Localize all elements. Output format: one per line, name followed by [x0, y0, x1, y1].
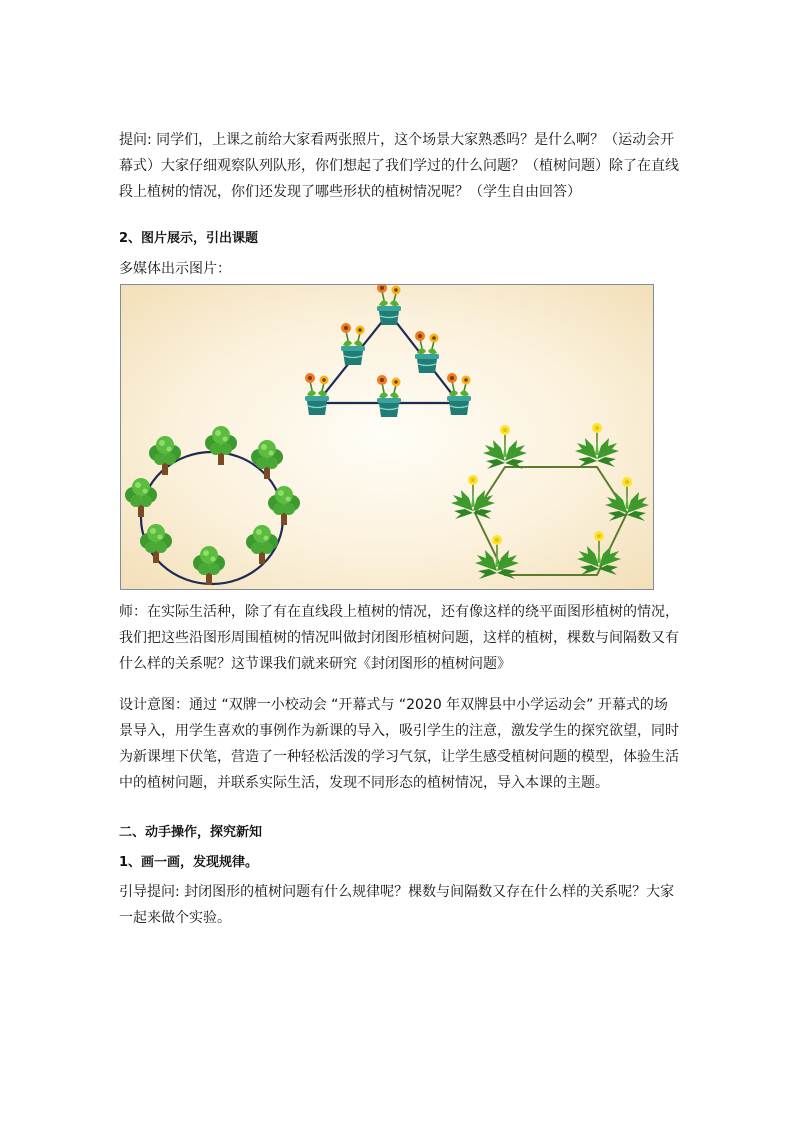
teacher-line: 我们把这些沿图形周围植树的情况叫做封闭图形植树问题，这样的植树，棵数与间隔数又有 [119, 630, 679, 646]
subsection-1-heading: 1、画一画，发现规律。 [119, 855, 259, 870]
multimedia-label: 多媒体出示图片： [119, 261, 231, 277]
section-2-heading: 2、图片展示，引出课题 [119, 231, 259, 246]
intro-line: 幕式）大家仔细观察队列队形，你们想起了我们学过的什么问题？（植树问题）除了在直线 [119, 158, 679, 174]
section-two-heading: 二、动手操作，探究新知 [119, 825, 263, 840]
triangle-flower-pots [305, 285, 471, 417]
guide-line: 一起来做个实验。 [119, 910, 231, 926]
guide-line: 引导提问: 封闭图形的植树问题有什么规律呢？棵数与间隔数又存在什么样的关系呢？大家 [119, 884, 675, 900]
design-line: 设计意图：通过 “双牌一小校动会 “开幕式与 “2020 年双牌县中小学运动会” 开幕式的场 [119, 697, 668, 713]
teacher-line: 什么样的关系呢？这节课我们就来研究《封闭图形的植树问题》 [119, 656, 511, 672]
circle-trees [125, 426, 300, 585]
intro-line: 提问: 同学们，上课之前给大家看两张照片，这个场景大家熟悉吗？是什么啊？（运动会开 [119, 132, 675, 148]
planting-shapes-figure [120, 284, 654, 590]
teacher-line: 师：在实际生活种，除了有在直线段上植树的情况，还有像这样的绕平面图形植树的情况， [119, 604, 679, 620]
design-line: 中的植树问题，并联系实际生活，发现不同形态的植树情况，导入本课的主题。 [119, 775, 609, 791]
hexagon-plants [451, 423, 649, 579]
design-line: 景导入，用学生喜欢的事例作为新课的导入，吸引学生的注意，激发学生的探究欲望，同时 [119, 723, 679, 739]
intro-line: 段上植树的情况，你们还发现了哪些形状的植树情况呢？（学生自由回答） [119, 184, 581, 200]
intro-paragraph [119, 127, 679, 205]
design-intent-paragraph [119, 692, 679, 796]
guide-paragraph [119, 879, 675, 931]
teacher-paragraph [119, 599, 679, 677]
design-line: 为新课埋下伏笔，营造了一种轻松活泼的学习气氛，让学生感受植树问题的模型，体验生活 [119, 749, 679, 765]
